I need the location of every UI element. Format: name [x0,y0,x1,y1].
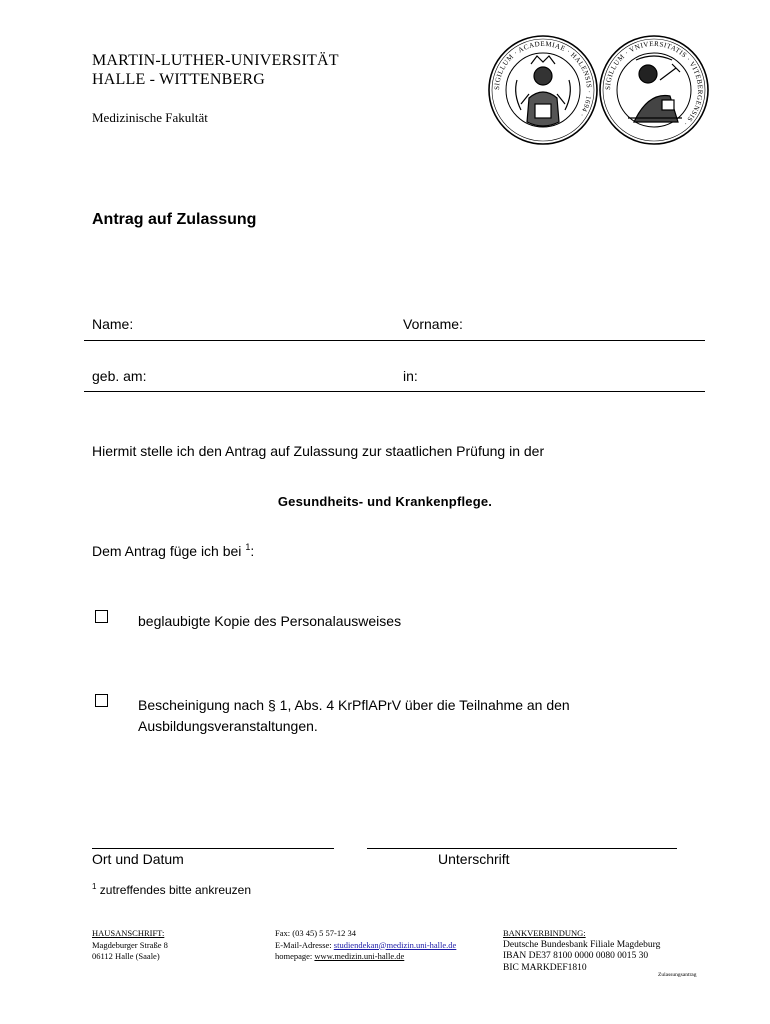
signature-line[interactable] [367,848,677,849]
intro-text: Hiermit stelle ich den Antrag auf Zulassung zur staatlichen Prüfung in der [92,443,545,459]
checkbox-label-bescheinigung: Bescheinigung nach § 1, Abs. 4 KrPflAPrV über die Teilnahme an den Ausbildungsveranstaltungen. [138,697,570,734]
bank-heading: BANKVERBINDUNG: [503,928,586,938]
homepage-row [275,951,456,963]
footer-contact [275,928,456,963]
footer-address [92,928,168,963]
bank-iban: IBAN DE37 8100 0000 0080 0015 30 [503,951,649,961]
footnote-ref: 1 [245,542,251,552]
exam-subject: Gesundheits- und Krankenpflege. [277,494,493,509]
university-seal-icon [598,34,710,146]
email-label: E-Mail-Adresse: [275,939,334,950]
footnote-text: zutreffendes bitte ankreuzen [99,883,252,897]
university-name-line1: MARTIN-LUTHER-UNIVERSITÄT [92,52,339,69]
university-seal-icon [487,34,599,146]
signature-label: Unterschrift [438,851,510,867]
attachments-label-colon: : [250,543,255,559]
birthplace-field-label: in: [403,368,418,384]
attachments-label [92,542,254,559]
homepage-link[interactable]: www.medizin.uni-halle.de [314,951,405,961]
homepage-label: homepage: [275,951,315,961]
address-street: Magdeburger Straße 8 [92,939,168,950]
birthdate-input-line[interactable] [84,391,705,392]
seal-inscription: SIGILLUM · ACADEMIAE · HALENSIS · 1694 · [492,39,594,119]
seal-inscription: SIGILLUM · VNIVERSITATIS · VITEBERGENSIS · [603,39,705,128]
address-city: 06112 Halle (Saale) [92,951,160,961]
document-code: Zulassungsantrag [658,972,697,978]
name-field-label: Name: [92,316,134,332]
checkbox-personalausweis[interactable] [95,610,108,623]
attachments-label-text: Dem Antrag füge ich bei [92,543,242,559]
checkbox-label-personalausweis: beglaubigte Kopie des Personalausweises [138,613,402,629]
place-date-label: Ort und Datum [92,851,184,867]
email-link[interactable]: studiendekan@medizin.uni-halle.de [333,939,457,950]
bank-name: Deutsche Bundesbank Filiale Magdeburg [503,939,661,950]
fax-number: Fax: (03 45) 5 57-12 34 [275,928,356,938]
name-input-line[interactable] [84,340,705,341]
faculty-name: Medizinische Fakultät [92,110,208,125]
address-heading: HAUSANSCHRIFT: [92,928,165,938]
form-title: Antrag auf Zulassung [92,211,257,228]
email-row [275,940,456,952]
footnote-number: 1 [92,882,97,891]
birthdate-field-label: geb. am: [92,368,147,384]
place-date-line[interactable] [92,848,334,849]
vorname-field-label: Vorname: [403,316,463,332]
bank-bic: BIC MARKDEF1810 [503,962,587,973]
footnote [92,882,251,897]
checkbox-bescheinigung[interactable] [95,694,108,707]
university-name-line2: HALLE - WITTENBERG [92,71,266,88]
footer-bank [503,928,660,974]
